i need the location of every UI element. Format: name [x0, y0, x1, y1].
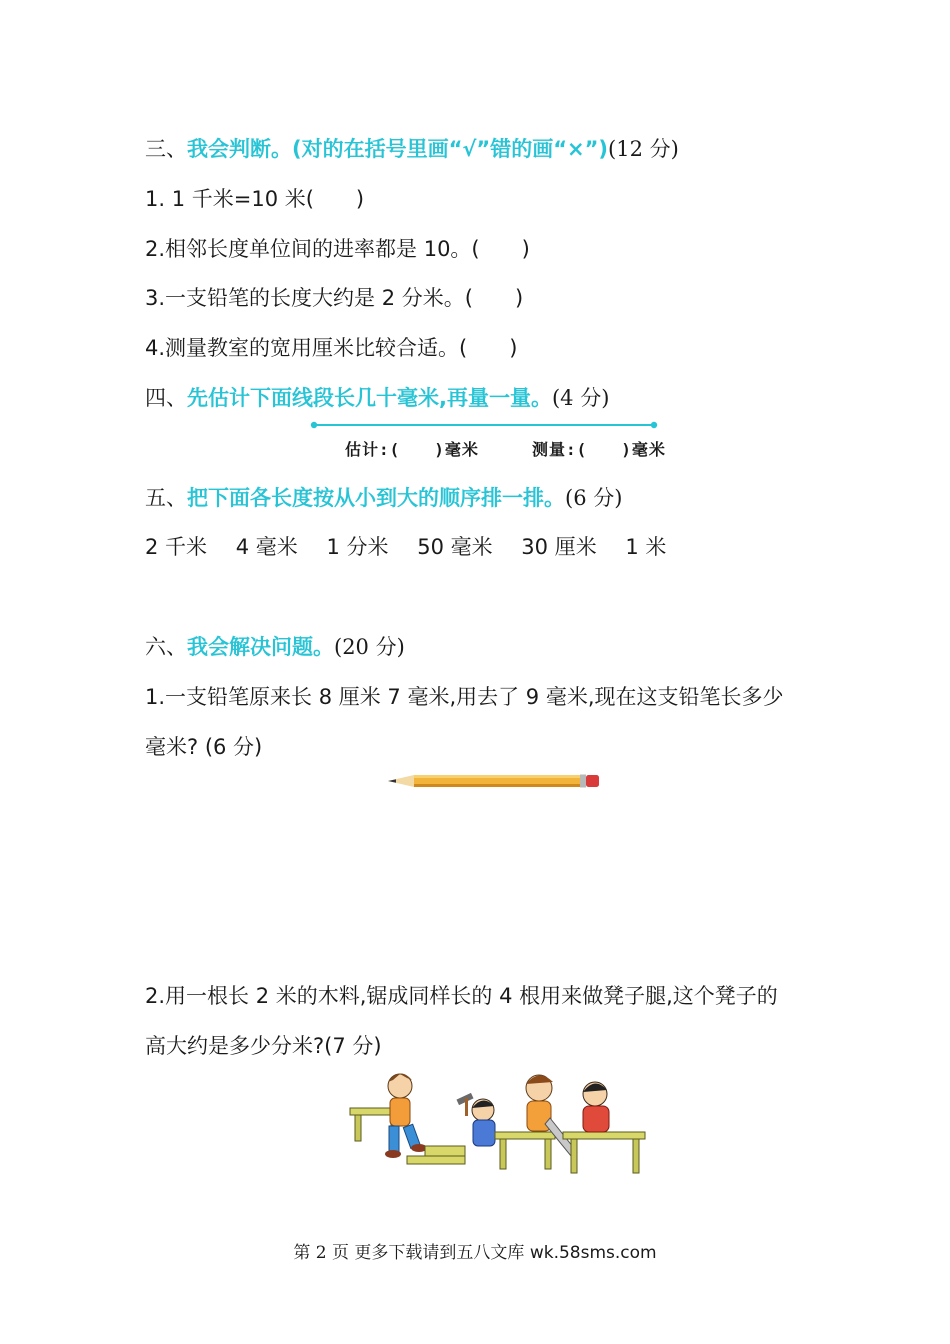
pencil-illustration: [388, 772, 602, 790]
section-number: 三、: [145, 137, 187, 161]
judge-item-2: 2.相邻长度单位间的进率都是 10。( ): [145, 237, 530, 261]
section-4-heading: [145, 383, 609, 413]
section-3-heading: [145, 134, 679, 164]
section-number: 四、: [145, 386, 187, 410]
estimate-label: 估计:( )毫米: [345, 440, 479, 459]
judge-item-4: 4.测量教室的宽用厘米比较合适。( ): [145, 336, 518, 360]
section-6-heading: [145, 632, 405, 662]
length-item: 30 厘米: [521, 535, 597, 559]
problem-2-line-1: 2.用一根长 2 米的木料,锯成同样长的 4 根用来做凳子腿,这个凳子的: [145, 984, 778, 1008]
judge-item-3: 3.一支铅笔的长度大约是 2 分米。( ): [145, 286, 524, 310]
section-score: (6 分): [565, 486, 623, 510]
length-item: 4 毫米: [235, 535, 298, 559]
section-score: (20 分): [334, 635, 405, 659]
footer-page-text: 第 2 页 更多下载请到五八文库: [293, 1243, 525, 1263]
section-score: (12 分): [608, 137, 679, 161]
section-title: 先估计下面线段长几十毫米,再量一量。: [187, 386, 552, 410]
measure-label: 测量:( )毫米: [532, 440, 666, 459]
problem-1-line-1: 1.一支铅笔原来长 8 厘米 7 毫米,用去了 9 毫米,现在这支铅笔长多少: [145, 685, 784, 709]
line-segment: [310, 420, 660, 430]
section-title: 我会判断。(对的在括号里画“√”错的画“×”): [187, 137, 609, 161]
footer-site-link[interactable]: wk.58sms.com: [529, 1243, 657, 1263]
judge-item-1: 1. 1 千米=10 米( ): [145, 187, 365, 211]
page-footer: [0, 1238, 950, 1263]
section-title: 我会解决问题。: [187, 635, 334, 659]
problem-2-line-2: 高大约是多少分米?(7 分): [145, 1034, 382, 1058]
length-item: 2 千米: [145, 535, 208, 559]
section-title: 把下面各长度按从小到大的顺序排一排。: [187, 486, 565, 510]
section-5-heading: [145, 483, 622, 513]
section-number: 六、: [145, 635, 187, 659]
length-item: 1 分米: [326, 535, 389, 559]
length-list: [145, 532, 666, 562]
length-item: 1 米: [625, 535, 667, 559]
section-number: 五、: [145, 486, 187, 510]
kids-building-bench-illustration: [345, 1068, 650, 1180]
length-item: 50 毫米: [417, 535, 493, 559]
section-score: (4 分): [551, 386, 610, 410]
problem-1-line-2: 毫米? (6 分): [145, 735, 263, 759]
